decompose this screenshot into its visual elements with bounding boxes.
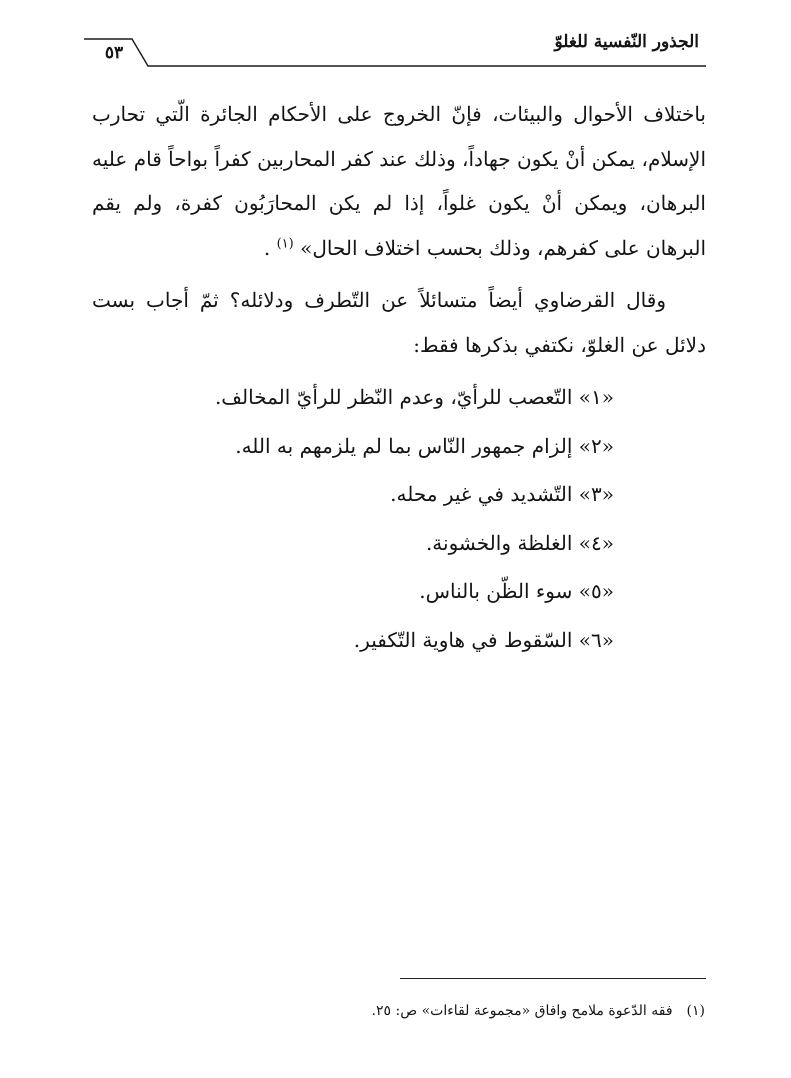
list-item: «٤» الغلظة والخشونة. (425, 530, 614, 555)
paragraph-end: . (263, 235, 271, 260)
footnote-rule (400, 978, 706, 979)
header-rule (84, 38, 706, 78)
list-item: «٥» سوء الظّن بالناس. (419, 579, 614, 603)
footnote-text: فقه الدّعوة ملامح وافاق «مجموعة لقاءات» ص: ٢٥. (371, 1003, 673, 1019)
footnote-reference: (١) (276, 235, 294, 251)
list-item: «١» التّعصب للرأيّ، وعدم النّظر للرأيّ المخالف. (214, 385, 614, 409)
signs-list (92, 373, 706, 664)
list-item: «٦» السّقوط في هاوية التّكفير. (353, 627, 614, 652)
paragraph-text: باختلاف الأحوال والبيئات، فإنّ الخروج على الأحكام الجائرة الّتي تحارب الإسلام، يمكن أنْ يكون جهاداً، وذلك عند كفر المحاربين كفراً بواحاً قام عليه البرهان، ويمكن أنْ يكون غلواً، إذا لم يكن المحارَبُون كفرة، ولم يقم البرهان على كفرهم، وذلك بحسب اختلاف الحال» (92, 102, 706, 260)
footnote-marker: (١) (686, 1003, 705, 1019)
list-item: «٣» التّشديد في غير محله. (390, 482, 614, 506)
main-text (92, 92, 706, 664)
list-item: «٢» إلزام جمهور النّاس بما لم يلزمهم به الله. (235, 433, 614, 458)
page-number: ٥٣ (104, 43, 124, 63)
running-title: الجذور النّفسية للغلوّ (554, 32, 699, 52)
footnote (372, 1000, 705, 1022)
paragraph: وقال القرضاوي أيضاً متسائلاً عن التّطرف ودلائله؟ ثمّ أجاب بست دلائل عن الغلوّ، نكتفي بذكرها فقط: (92, 288, 706, 357)
paragraph (92, 92, 706, 270)
